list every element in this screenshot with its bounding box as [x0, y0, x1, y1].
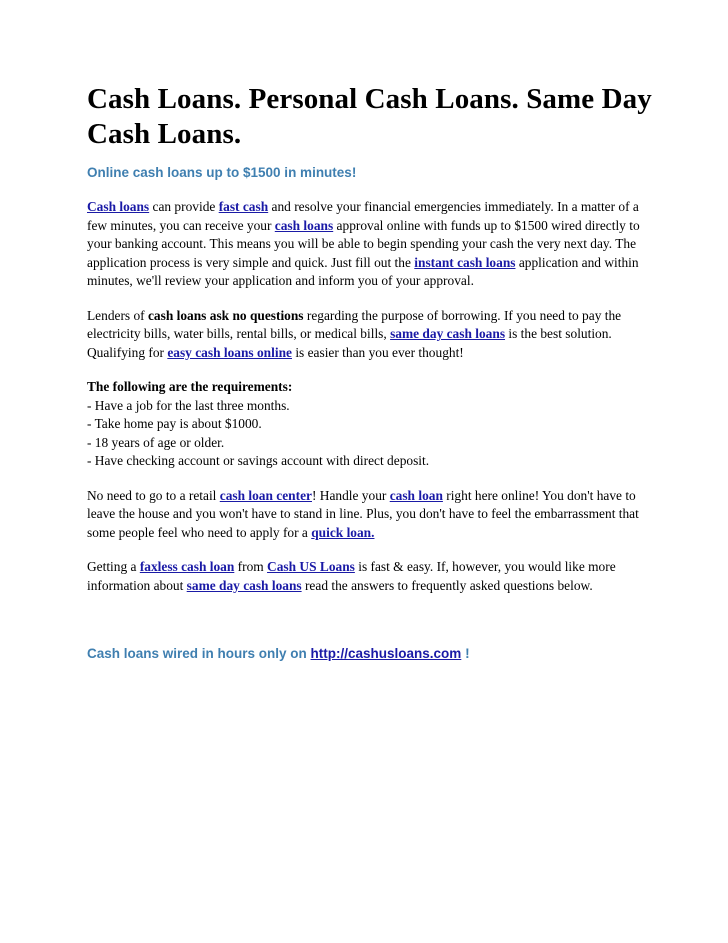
footer-text: !: [461, 646, 470, 661]
requirements-heading: The following are the requirements:: [87, 379, 293, 394]
link-cash-us-loans[interactable]: Cash US Loans: [267, 559, 355, 574]
paragraph-text: from: [234, 559, 268, 574]
page-title: Cash Loans. Personal Cash Loans. Same Day Cash Loans.: [87, 83, 652, 150]
paragraph-text: Getting a: [87, 559, 140, 574]
requirement-item: - 18 years of age or older.: [87, 434, 225, 450]
paragraph-text: is easier than you ever thought!: [291, 344, 464, 360]
subtitle: Online cash loans up to $1500 in minutes!: [87, 165, 357, 180]
link-cash-loans-approval[interactable]: cash loans: [274, 217, 334, 233]
paragraph-text: right here online! You don't have to leave the house and you won't have to stand in line. Plus, you don't have to feel the embarrassment that some people feel who need to apply for a: [87, 487, 639, 540]
link-fast-cash[interactable]: fast cash: [218, 199, 269, 214]
link-easy-cash-loans-online[interactable]: easy cash loans online: [167, 344, 292, 360]
intro-paragraph: [87, 198, 652, 291]
requirement-item: - Have checking account or savings account with direct deposit.: [87, 453, 430, 468]
paragraph-text: regarding the purpose of borrowing. If you need to pay the electricity bills, water bills, rental bills, or medical bills,: [87, 307, 622, 341]
link-cash-loans[interactable]: Cash loans: [87, 199, 150, 214]
footer-text: Cash loans wired in hours only on: [87, 646, 311, 661]
paragraph-text: is the best solution. Qualifying for: [87, 326, 612, 360]
paragraph-text: approval online with funds up to $1500 wired directly to your banking account. This means you will be able to begin spending your cash the very next day. The application process is very simple and quick. Just fill out the: [87, 217, 640, 270]
footer-line: [87, 645, 652, 663]
requirement-item: - Take home pay is about $1000.: [87, 416, 262, 431]
paragraph-text: and resolve your financial emergencies immediately. In a matter of a few minutes, you can receive your: [87, 199, 639, 233]
link-site-url[interactable]: http://cashusloans.com: [310, 646, 462, 661]
requirement-item: - Have a job for the last three months.: [87, 397, 290, 413]
paragraph-text: is fast & easy. If, however, you would like more information about: [87, 559, 616, 593]
paragraph-text: ! Handle your: [311, 487, 390, 503]
link-quick-loan[interactable]: quick loan.: [311, 524, 375, 540]
link-same-day-cash-loans[interactable]: same day cash loans: [390, 326, 506, 341]
link-faxless-cash-loan[interactable]: faxless cash loan: [139, 559, 235, 574]
paragraph-text: read the answers to frequently asked questions below.: [301, 577, 593, 593]
link-same-day-cash-loans-2[interactable]: same day cash loans: [186, 577, 302, 593]
paragraph-text: can provide: [149, 199, 219, 214]
link-cash-loan[interactable]: cash loan: [389, 487, 443, 503]
retail-paragraph: [87, 487, 652, 543]
paragraph-text: No need to go to a retail: [87, 487, 220, 503]
document-page: [87, 82, 652, 663]
lenders-paragraph: [87, 307, 652, 363]
link-instant-cash-loans[interactable]: instant cash loans: [414, 254, 516, 270]
paragraph-text: Lenders of: [87, 307, 148, 323]
faxless-paragraph: [87, 558, 652, 595]
link-cash-loan-center[interactable]: cash loan center: [219, 487, 312, 503]
requirements-block: [87, 378, 652, 471]
bold-phrase: cash loans ask no questions: [147, 307, 304, 323]
paragraph-text: application and within minutes, we'll review your application and inform you of your approval.: [87, 254, 639, 288]
